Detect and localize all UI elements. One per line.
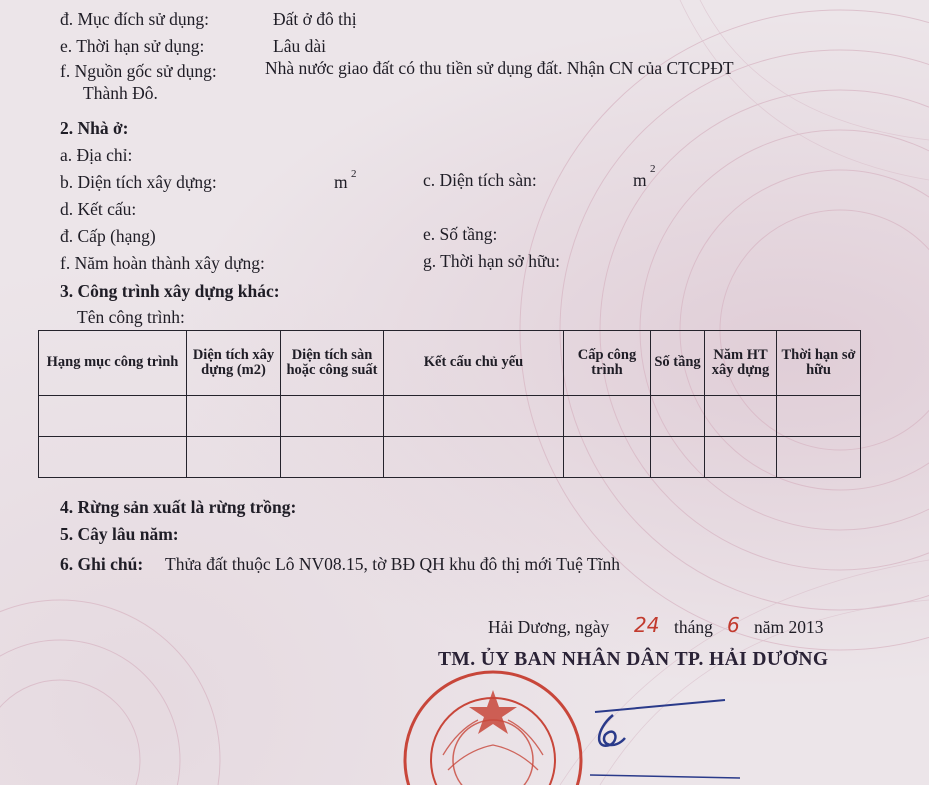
note-value: Thửa đất thuộc Lô NV08.15, tờ BĐ QH khu đô thị mới Tuệ Tĩnh: [165, 554, 620, 574]
origin-value-cont: Thành Đô.: [83, 83, 158, 103]
perennial-label: 5. Cây lâu năm:: [60, 524, 179, 544]
floor-area-label: c. Diện tích sàn:: [423, 170, 537, 190]
floor-area-unit: m: [633, 170, 647, 190]
address-label: a. Địa chỉ:: [60, 145, 133, 165]
purpose-value: Đất ở đô thị: [273, 9, 357, 29]
build-area-label: b. Diện tích xây dựng:: [60, 172, 217, 192]
col-header: Số tầng: [651, 331, 705, 396]
col-header: Diện tích sàn hoặc công suất: [281, 331, 384, 396]
work-name-label: Tên công trình:: [77, 307, 185, 327]
authority-title: TM. ỦY BAN NHÂN DÂN TP. HẢI DƯƠNG: [438, 649, 829, 670]
year-label: năm 2013: [754, 617, 824, 637]
origin-label: f. Nguồn gốc sử dụng:: [60, 61, 217, 81]
term-value: Lâu dài: [273, 36, 326, 56]
purpose-label: đ. Mục đích sử dụng:: [60, 9, 209, 29]
completion-label: f. Năm hoàn thành xây dựng:: [60, 253, 265, 273]
structure-label: d. Kết cấu:: [60, 199, 137, 219]
col-header: Hạng mục công trình: [39, 331, 187, 396]
signing-day: 24: [634, 613, 660, 637]
month-label: tháng: [674, 617, 713, 637]
table-header-row: [39, 331, 861, 396]
table-row: [39, 437, 861, 478]
col-header: Năm HT xây dựng: [705, 331, 777, 396]
signing-place: Hải Dương, ngày: [488, 617, 610, 637]
signing-month: 6: [727, 613, 740, 637]
note-label: 6. Ghi chú:: [60, 554, 144, 574]
signature-mark: [585, 690, 765, 785]
official-seal-icon: [398, 660, 588, 785]
grade-label: đ. Cấp (hạng): [60, 226, 156, 246]
origin-value: Nhà nước giao đất có thu tiền sử dụng đất. Nhận CN của CTCPĐT: [265, 58, 734, 78]
table-row: [39, 396, 861, 437]
col-header: Diện tích xây dựng (m2): [187, 331, 281, 396]
build-area-unit-exp: 2: [351, 168, 357, 180]
ownership-term-label: g. Thời hạn sở hữu:: [423, 251, 561, 271]
build-area-unit: m: [334, 172, 348, 192]
term-label: e. Thời hạn sử dụng:: [60, 36, 205, 56]
floor-area-unit-exp: 2: [650, 163, 656, 175]
floors-label: e. Số tầng:: [423, 224, 498, 244]
forest-label: 4. Rừng sản xuất là rừng trồng:: [60, 497, 297, 517]
house-heading: 2. Nhà ở:: [60, 118, 129, 138]
other-works-table: [38, 330, 861, 478]
other-works-heading: 3. Công trình xây dựng khác:: [60, 281, 280, 301]
col-header: Cấp công trình: [564, 331, 651, 396]
col-header: Kết cấu chủ yếu: [384, 331, 564, 396]
col-header: Thời hạn sở hữu: [777, 331, 861, 396]
